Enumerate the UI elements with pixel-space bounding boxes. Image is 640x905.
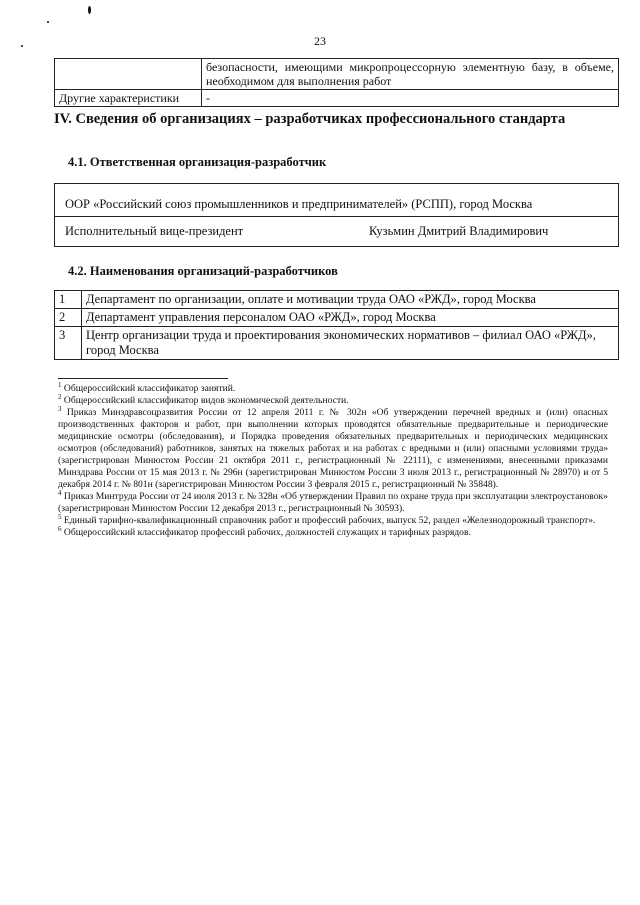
footnotes [58, 380, 608, 539]
table-cell-value: - [202, 90, 619, 107]
table-cell-label: Другие характеристики [55, 90, 202, 107]
footnote-text: Приказ Минздравсоцразвития России от 12 апреля 2011 г. № 302н «Об утверждении перечней вредных и (или) опасных производственных факторов и работ, при выполнении которых проводятся обязательные предварительные и периодические медицинские осмотры (обследования), и Порядка проведения обязательных предварительных и периодических медицинских осмотров (обследований) работников, занятых на тяжелых работах и на работах с вредными и (или) опасными условиями труда» (зарегистрирован Минюстом России 21 октября 2011 г., регистрационный № 22111), с изменениями, внесенными приказами Минздрава России от 15 мая 2013 г. № 296н (зарегистрирован Минюстом России 3 июля 2013 г., регистрационный № 28970) и от 5 декабря 2014 г. № 801н (зарегистрирован Минюстом России 3 февраля 2015 г., регистрационный № 35848). [58, 407, 608, 490]
table-cell-empty [55, 59, 202, 90]
developer-name: Департамент управления персоналом ОАО «РЖД», город Москва [82, 309, 619, 327]
footnote [58, 512, 608, 527]
footnote-text: Общероссийский классификатор профессий рабочих, должностей служащих и тарифных разрядов. [63, 527, 471, 538]
responsible-org-box [54, 183, 619, 247]
section-title: IV. Сведения об организациях – разработчиках профессионального стандарта [54, 111, 566, 127]
subsection-title-developers: 4.2. Наименования организаций-разработчиков [68, 264, 338, 278]
footnote [58, 404, 608, 491]
table-cell: безопасности, имеющими микропроцессорную элементную базу, в объеме, необходимом для выполнения работ [202, 59, 619, 90]
scan-mark [88, 6, 91, 14]
footnote-text: Общероссийский классификатор занятий. [63, 383, 236, 394]
characteristics-table [54, 58, 619, 107]
developers-table [54, 290, 619, 360]
footnote-mark: 1 [58, 380, 62, 389]
footnote-text: Единый тарифно-квалификационный справочник работ и профессий рабочих, выпуск 52, раздел «Железнодорожный транспорт». [63, 515, 596, 526]
table-row [55, 327, 619, 360]
page-number: 23 [314, 34, 326, 48]
table-row [55, 59, 619, 90]
responsible-position: Исполнительный вице-президент [65, 224, 244, 238]
divider [55, 216, 618, 217]
footnote-mark: 6 [58, 524, 62, 533]
row-number: 3 [55, 327, 82, 360]
footnote-mark: 3 [58, 404, 62, 413]
table-row [55, 291, 619, 309]
footnote [58, 488, 608, 515]
row-number: 1 [55, 291, 82, 309]
developer-name: Департамент по организации, оплате и мотивации труда ОАО «РЖД», город Москва [82, 291, 619, 309]
row-number: 2 [55, 309, 82, 327]
responsible-org-name: ООР «Российский союз промышленников и предпринимателей» (РСПП), город Москва [65, 197, 533, 211]
responsible-person: Кузьмин Дмитрий Владимирович [369, 224, 549, 238]
footnote [58, 392, 608, 407]
developer-name: Центр организации труда и проектирования экономических нормативов – филиал ОАО «РЖД», город Москва [82, 327, 619, 360]
subsection-title-responsible: 4.1. Ответственная организация-разработчик [68, 155, 327, 169]
footnote [58, 380, 608, 395]
footnote-mark: 5 [58, 512, 62, 521]
footnote-mark: 4 [58, 488, 62, 497]
footnote-text: Приказ Минтруда России от 24 июля 2013 г. № 328н «Об утверждении Правил по охране труда при эксплуатации электроустановок» (зарегистрирован Минюстом России 12 декабря 2013 г., регистрационный № 30593). [58, 491, 608, 514]
footnote [58, 524, 608, 539]
footnote-mark: 2 [58, 392, 62, 401]
table-row [55, 90, 619, 107]
footnote-text: Общероссийский классификатор видов экономической деятельности. [63, 395, 349, 406]
footnote-separator [58, 378, 228, 379]
table-row [55, 309, 619, 327]
scan-mark [47, 21, 49, 23]
